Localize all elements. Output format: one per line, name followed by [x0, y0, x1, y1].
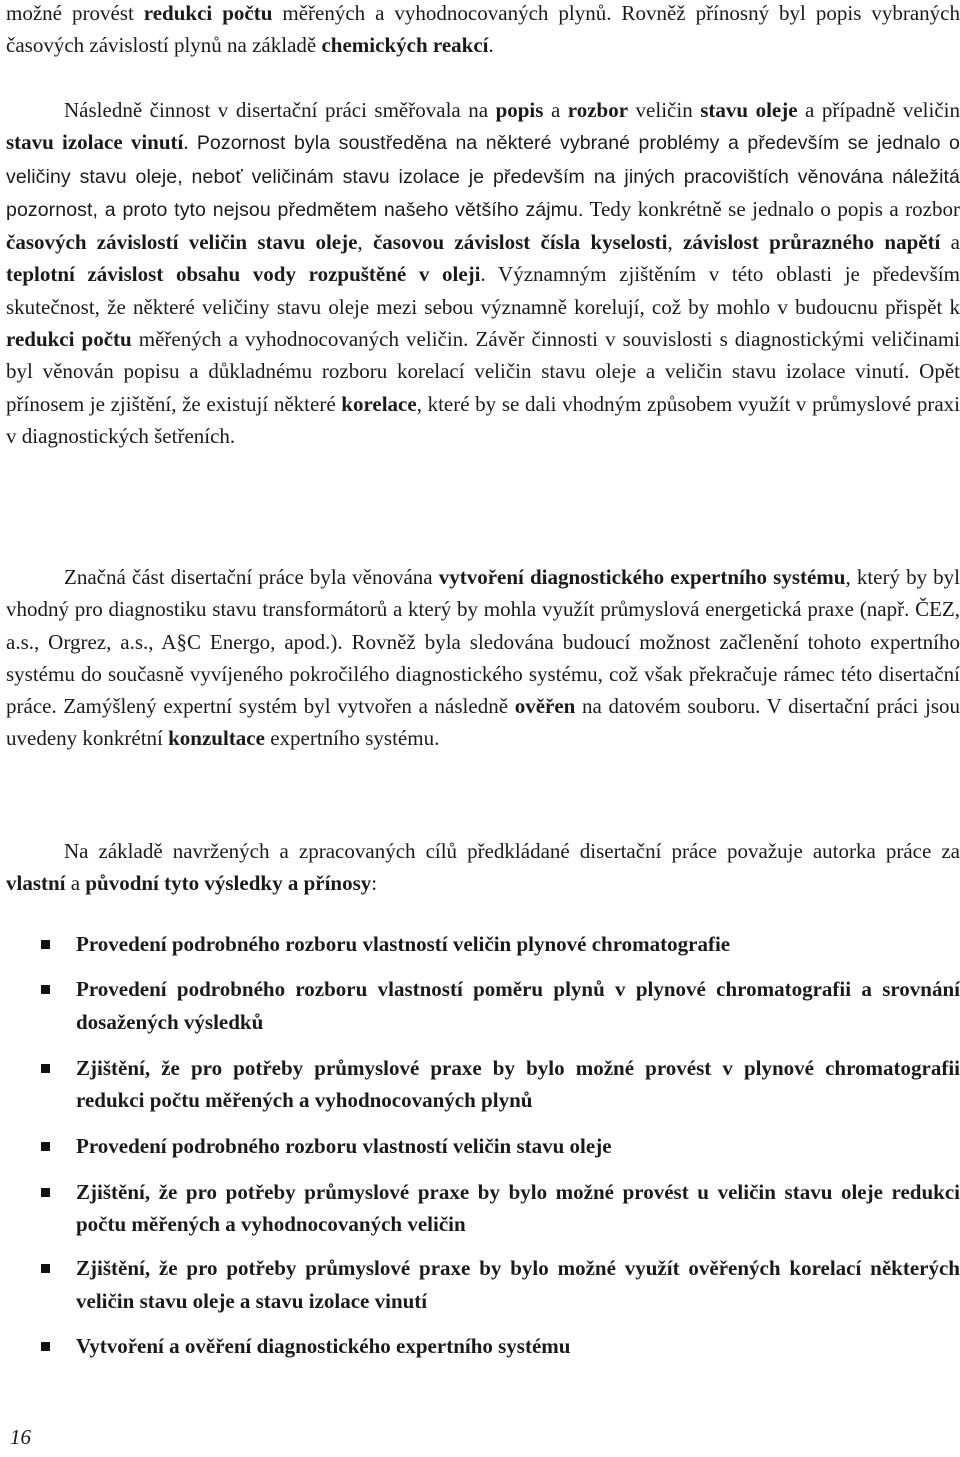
text-run: a — [940, 230, 960, 255]
text-run: a případně veličin — [797, 98, 960, 122]
text-run: , — [357, 230, 373, 255]
bold-text: teplotní závislost obsahu vody rozpuštěné v oleji — [6, 262, 481, 287]
bold-text: vytvoření diagnostického expertního systému — [438, 565, 846, 589]
text-run: : — [371, 871, 378, 896]
paragraph-oil-analysis — [6, 94, 960, 452]
text-run: , které by se dali vhodným způsobem využít v průmyslové praxi v diagnostických šetřeních. — [6, 391, 960, 448]
bold-text: časovou závislost čísla kyselosti — [372, 230, 668, 255]
bold-text: konzultace — [168, 726, 265, 751]
list-item-text: Provedení podrobného rozboru vlastností poměru plynů v plynové chromatografii a srovnání dosažených výsledků — [76, 977, 960, 1034]
list-item-text: Provedení podrobného rozboru vlastností veličin stavu oleje — [76, 1134, 612, 1159]
text-run: měřených a vyhodnocovaných veličin. Závěr činnosti v souvislosti s diagnostickými veličinami byl věnován popisu a důkladnému rozboru korelací veličin stavu oleje a veličin stavu izolace vinutí. Opět přínosem je zjištění, že existují některé — [6, 327, 960, 416]
list-item — [6, 1176, 960, 1241]
bold-text: redukci počtu — [143, 1, 273, 25]
text-run: , — [667, 230, 683, 255]
bold-text: závislost průrazného napětí — [683, 230, 941, 255]
text-run: Na základě navržených a zpracovaných cílů předkládané disertační práce považuje autorka práce za — [64, 839, 960, 863]
paragraph-intro — [6, 0, 960, 62]
square-bullet-icon — [41, 1064, 50, 1073]
bold-text: korelace — [341, 391, 417, 416]
square-bullet-icon — [41, 1342, 50, 1351]
text-run: možné provést — [6, 1, 144, 25]
bold-text: stavu izolace vinutí — [6, 130, 184, 155]
text-run: . — [488, 33, 494, 58]
square-bullet-icon — [41, 940, 50, 949]
list-item-text: Zjištění, že pro potřeby průmyslové praxe by bylo možné provést u veličin stavu oleje redukci počtu měřených a vyhodnocovaných veličin — [76, 1179, 960, 1237]
list-item — [6, 1252, 960, 1317]
paragraph-contributions-intro — [6, 835, 960, 900]
text-run: Tedy konkrétně se jednalo o popis a rozbor — [583, 196, 960, 221]
text-run: a — [543, 98, 568, 122]
square-bullet-icon — [41, 1142, 50, 1151]
bold-text: redukci počtu — [6, 327, 132, 352]
paragraph-expert-system — [6, 561, 960, 755]
list-item — [6, 1130, 960, 1162]
text-run: Následně činnost v disertační práci směřovala na — [64, 98, 496, 122]
text-run: , který by byl vhodný pro diagnostiku stavu transformátorů a který by mohla využít průmyslová energetická praxe (např. ČEZ, a.s., Orgrez, a.s., A§C Energo, apod.). Rovněž byla sledována budoucí možnost začlenění tohoto expertního systému do současně vyvíjeného pokročilého diagnostického systému, což však překračuje rámec této disertační práce. Zamýšlený expertní systém byl vytvořen a následně — [6, 565, 960, 719]
bold-text: časových závislostí veličin stavu oleje — [6, 230, 358, 255]
list-item-text: Zjištění, že pro potřeby průmyslové praxe by bylo možné využít ověřených korelací některých veličin stavu oleje a stavu izolace vinutí — [76, 1256, 960, 1313]
sans-text-run: Pozornost byla soustředěna na některé vybrané problémy a především se jednalo o veličiny stavu oleje, neboť veličinám stavu izolace je především na jiných pracovištích věnována náležitá pozornost, a proto tyto nejsou předmětem našeho většího zájmu. — [6, 132, 960, 221]
list-item-text: Provedení podrobného rozboru vlastností veličin plynové chromatografie — [76, 932, 731, 956]
page-number: 16 — [10, 1425, 31, 1449]
text-run: . Významným zjištěním v této oblasti je především skutečnost, že některé veličiny stavu oleje mezi sebou významně korelují, což by mohlo v budoucnu přispět k — [6, 262, 960, 319]
bold-text: vlastní — [6, 871, 66, 896]
bold-text: rozbor — [567, 98, 629, 122]
text-run: . — [183, 130, 197, 155]
text-run: Značná část disertační práce byla věnována — [64, 565, 439, 589]
bold-text: původní tyto výsledky a přínosy — [85, 871, 372, 896]
bold-text: stavu oleje — [700, 98, 798, 122]
text-run: a — [65, 871, 86, 896]
results-list — [6, 928, 960, 1362]
square-bullet-icon — [41, 985, 50, 994]
square-bullet-icon — [41, 1188, 50, 1197]
bold-text: chemických reakcí — [321, 33, 489, 58]
list-item — [6, 973, 960, 1038]
square-bullet-icon — [41, 1264, 50, 1273]
bold-text: ověřen — [514, 694, 576, 719]
list-item — [6, 1052, 960, 1117]
text-run: na datovém souboru. V disertační práci jsou uvedeny konkrétní — [6, 694, 960, 751]
text-run: měřených a vyhodnocovaných plynů. Rovněž přínosný byl popis vybraných časových závislostí plynů na základě — [6, 1, 960, 58]
list-item — [6, 1330, 960, 1362]
list-item — [6, 928, 960, 960]
list-item-text: Zjištění, že pro potřeby průmyslové praxe by bylo možné provést v plynové chromatografii redukci počtu měřených a vyhodnocovaných plynů — [76, 1055, 960, 1113]
text-run: veličin — [628, 98, 701, 122]
text-run: expertního systému. — [264, 726, 440, 751]
bold-text: popis — [495, 98, 544, 122]
list-item-text: Vytvoření a ověření diagnostického expertního systému — [76, 1333, 571, 1358]
